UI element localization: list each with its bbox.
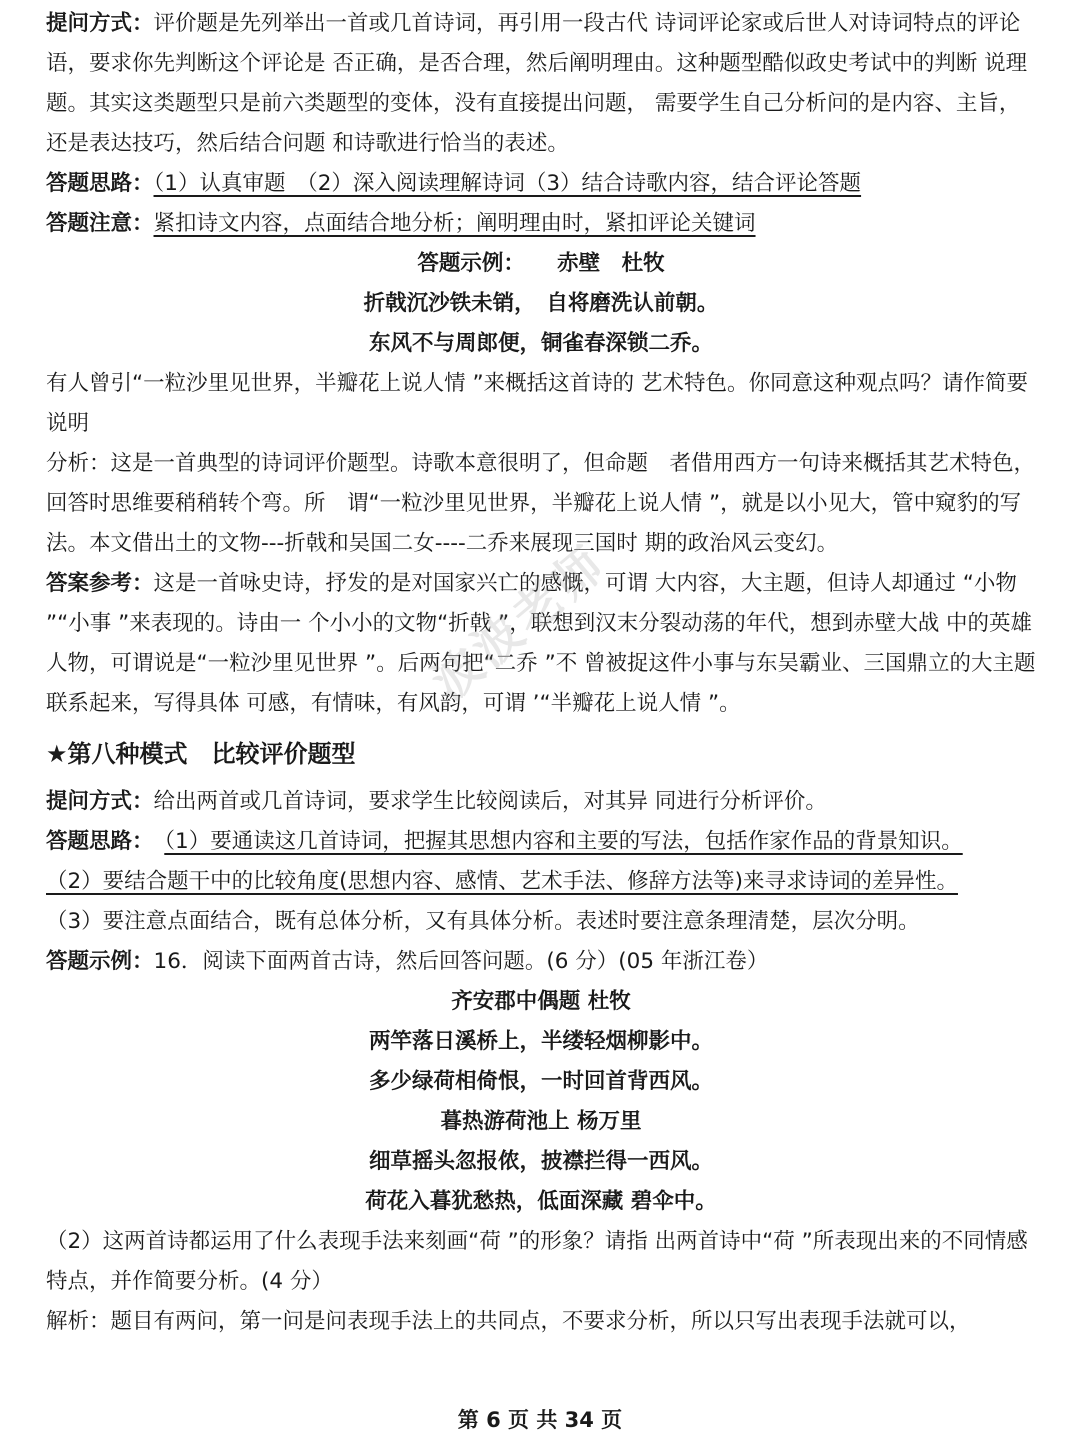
answer-paragraph — [46, 564, 1036, 724]
silu2-label: 答题思路： — [46, 829, 143, 854]
silu-text: （1）认真审题 （2）深入阅读理解诗词（3）结合诗歌内容，结合评论答题 — [153, 171, 862, 196]
poem-line: 细草摇头忽报侬，披襟拦得一西风。 — [368, 1149, 713, 1174]
document-page — [46, 4, 1036, 1342]
watermark: 波波老师 — [422, 534, 618, 712]
shili-label: 答题示例： — [46, 949, 154, 974]
zhuyi-label: 答题注意： — [46, 211, 154, 236]
poem-line: 多少绿荷相倚恨，一时回首背西风。 — [368, 1069, 713, 1094]
silu2-paragraph — [46, 822, 1036, 862]
poem-line: 折戟沉沙铁未销， 自将磨洗认前朝。 — [363, 291, 719, 316]
silu2-item-2: （2）要结合题干中的比较角度(思想内容、感情、艺术手法、修辞方法等)来寻求诗词的差异性。 — [46, 869, 958, 894]
tiwen2-paragraph — [46, 782, 1036, 822]
silu2-item-1: （1）要通读这几首诗词，把握其思想内容和主要的写法，包括作家作品的背景知识。 — [164, 829, 963, 854]
poem1-title: 齐安郡中偶题 杜牧 — [451, 989, 631, 1014]
silu-label: 答题思路： — [46, 171, 154, 196]
question2-paragraph: （2）这两首诗都运用了什么表现手法来刻画“荷 ”的形象？请指 出两首诗中“荷 ”所表现出来的不同情感特点，并作简要分析。(4 分） — [46, 1229, 1028, 1294]
answer-label: 答案参考： — [46, 571, 154, 596]
silu2-item-3: （3）要注意点面结合，既有总体分析，又有具体分析。表述时要注意条理清楚，层次分明。 — [46, 909, 920, 934]
tiwen-paragraph — [46, 4, 1036, 164]
section-heading: ★第八种模式 比较评价题型 — [46, 740, 356, 768]
analysis-paragraph: 分析：这是一首典型的诗词评价题型。诗歌本意很明了，但命题 者借用西方一句诗来概括其艺术特色，回答时思维要稍稍转个弯。所 谓“一粒沙里见世界，半瓣花上说人情 ”，就是以小见大，管中窥豹的写法。本文借出土的文物---折戟和吴国二女----二乔来展现三国时 期的政治风云变幻。 — [46, 451, 1036, 556]
shili-paragraph — [46, 942, 1036, 982]
tiwen2-text: 给出两首或几首诗词，要求学生比较阅读后，对其异 同进行分析评价。 — [153, 789, 827, 814]
page-footer: 第 6 页 共 34 页 — [457, 1408, 623, 1432]
poem-line: 两竿落日溪桥上，半缕轻烟柳影中。 — [368, 1029, 713, 1054]
silu2-item-2-line — [46, 862, 1036, 902]
zhuyi-text: 紧扣诗文内容，点面结合地分析；阐明理由时，紧扣评论关键词 — [153, 211, 756, 236]
shili-text: 16．阅读下面两首古诗，然后回答问题。(6 分）(05 年浙江卷） — [153, 949, 769, 974]
silu2-item-3-line — [46, 902, 1036, 942]
silu-paragraph — [46, 164, 1036, 204]
poem2-title: 暮热游荷池上 杨万里 — [440, 1109, 642, 1134]
jiexi-paragraph: 解析：题目有两问，第一问是问表现手法上的共同点，不要求分析，所以只写出表现手法就可以， — [46, 1309, 971, 1334]
example-title: 答题示例： 赤壁 杜牧 — [417, 251, 665, 276]
zhuyi-paragraph — [46, 204, 1036, 244]
tiwen2-label: 提问方式： — [46, 789, 154, 814]
tiwen-text: 评价题是先列举出一首或几首诗词，再引用一段古代 诗词评论家或后世人对诗词特点的评论语，要求你先判断这个评论是 否正确，是否合理，然后阐明理由。这种题型酷似政史考试中的判断 说理题。其实这类题型只是前六类题型的变体，没有直接提出问题， 需要学生自己分析问的是内容、主旨，还是表达技巧，然后结合问题 和诗歌进行恰当的表述。 — [46, 11, 1028, 156]
poem-line: 荷花入暮犹愁热，低面深藏 碧伞中。 — [365, 1189, 717, 1214]
tiwen-label: 提问方式： — [46, 11, 154, 36]
answer-text: 这是一首咏史诗，抒发的是对国家兴亡的感慨，可谓 大内容，大主题，但诗人却通过 “小物 ”“小事 ”来表现的。诗由一 个小小的文物“折戟 ”，联想到汉末分裂动荡的年代，想到赤壁大战 中的英雄人物，可谓说是“一粒沙里见世界 ”。后两句把“二乔 ”不 曾被捉这件小事与东吴霸业、三国鼎立的大主题联系起来，写得具体 可感，有情味，有风韵，可谓 ’“半瓣花上说人情 ”。 — [46, 571, 1036, 716]
poem-line: 东风不与周郎便，铜雀春深锁二乔。 — [368, 331, 713, 356]
question-paragraph: 有人曾引“一粒沙里见世界，半瓣花上说人情 ”来概括这首诗的 艺术特色。你同意这种观点吗？请作简要说明 — [46, 371, 1028, 436]
